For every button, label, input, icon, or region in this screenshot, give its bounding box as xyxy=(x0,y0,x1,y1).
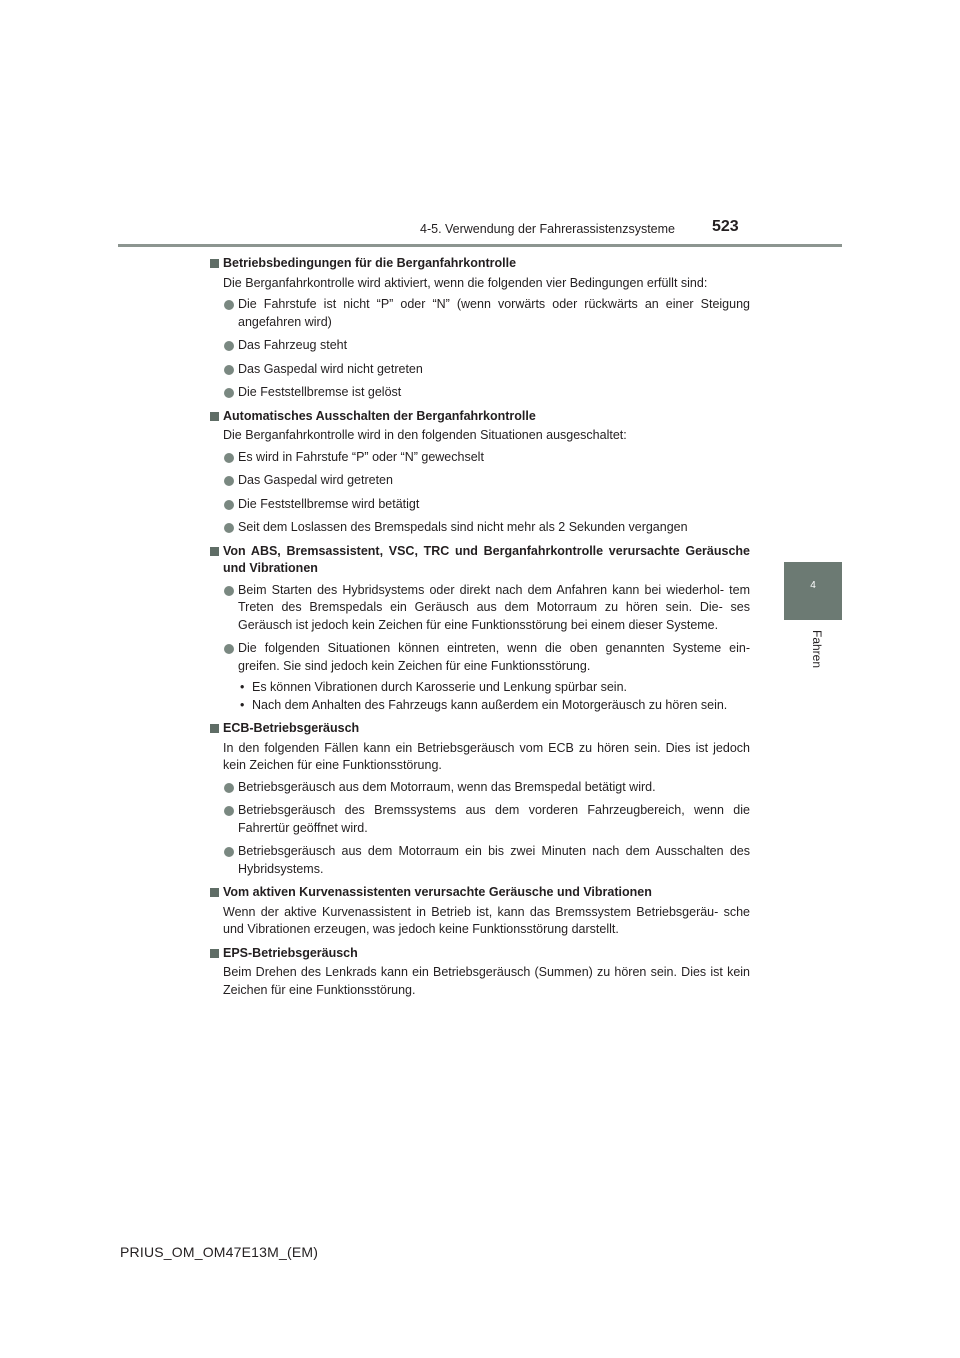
sub-list-item xyxy=(238,679,750,697)
list-item-text: Die Feststellbremse wird betätigt xyxy=(238,496,420,511)
list-item-text: Die folgenden Situationen können eintreten, wenn die oben genannten Systeme ein- greifen. Sie sind jedoch kein Zeichen für eine Funktionsstörung. xyxy=(238,641,750,673)
chapter-tab xyxy=(784,562,842,620)
list-item xyxy=(208,519,750,537)
list-item xyxy=(208,296,750,331)
list-item-text: Die Fahrstufe ist nicht “P” oder “N” (wenn vorwärts oder rückwärts an einer Steigung angefahren wird) xyxy=(238,297,750,329)
section-intro: Beim Drehen des Lenkrads kann ein Betriebsgeräusch (Summen) zu hören sein. Dies ist kein Zeichen für eine Funktionsstörung. xyxy=(223,965,750,997)
list-item xyxy=(208,802,750,837)
section-hill-start-auto-off xyxy=(208,408,750,537)
list-item-text: Das Fahrzeug steht xyxy=(238,338,348,352)
round-bullet-icon xyxy=(224,388,234,398)
list-item xyxy=(208,843,750,878)
list-item-text: Seit dem Loslassen des Bremspedals sind nicht mehr als 2 Sekunden vergangen xyxy=(238,520,688,534)
section-eps-noise xyxy=(208,945,750,1000)
square-bullet-icon xyxy=(210,888,219,897)
round-bullet-icon xyxy=(224,806,234,816)
round-bullet-icon xyxy=(224,586,234,596)
square-bullet-icon xyxy=(210,949,219,958)
section-intro: In den folgenden Fällen kann ein Betriebsgeräusch vom ECB zu hören sein. Dies ist jedoch kein Zeichen für eine Funktionsstörung. xyxy=(223,740,750,772)
list-item xyxy=(208,361,750,379)
sub-bullet-mark: • xyxy=(240,680,245,694)
list-item-text: Das Gaspedal wird nicht getreten xyxy=(238,361,423,376)
list-item xyxy=(208,582,750,635)
round-bullet-icon xyxy=(224,783,234,793)
sub-list-item xyxy=(238,697,750,715)
bullet-list xyxy=(208,296,750,402)
round-bullet-icon xyxy=(224,453,234,463)
section-heading xyxy=(208,945,750,963)
section-intro: Die Berganfahrkontrolle wird in den folgenden Situationen ausgeschaltet: xyxy=(223,428,627,442)
section-noise-vibration xyxy=(208,543,750,715)
bullet-list xyxy=(208,582,750,715)
section-heading-text: Automatisches Ausschalten der Berganfahrkontrolle xyxy=(223,408,536,423)
section-title: 4-5. Verwendung der Fahrerassistenzsysteme xyxy=(420,222,675,236)
section-heading-text: EPS-Betriebsgeräusch xyxy=(223,945,358,960)
section-heading-text: ECB-Betriebsgeräusch xyxy=(223,721,360,735)
header-rule xyxy=(118,244,842,247)
sub-bullet-mark: • xyxy=(240,697,245,712)
chapter-label: Fahren xyxy=(810,630,824,669)
list-item xyxy=(208,449,750,467)
round-bullet-icon xyxy=(224,644,234,654)
list-item-text: Beim Starten des Hybridsystems oder direkt nach dem Anfahren kann bei wiederhol- tem Treten des Bremspedals ein Geräusch aus dem Motorraum zu hören sein. Die- ses Geräusch ist jedoch kein Zeichen für eine Funktionsstörung bei einem dieser Systeme. xyxy=(238,582,750,632)
round-bullet-icon xyxy=(224,500,234,510)
list-item-text: Betriebsgeräusch des Bremssystems aus dem vorderen Fahrzeugbereich, wenn die Fahrertür geöffnet wird. xyxy=(238,803,750,835)
round-bullet-icon xyxy=(224,341,234,351)
section-ecb-noise xyxy=(208,720,750,878)
list-item xyxy=(208,496,750,514)
section-heading xyxy=(208,720,750,738)
section-heading xyxy=(208,408,750,426)
sub-list-item-text: Es können Vibrationen durch Karosserie und Lenkung spürbar sein. xyxy=(252,680,628,694)
bullet-list xyxy=(208,449,750,537)
sub-list-item-text: Nach dem Anhalten des Fahrzeugs kann außerdem ein Motorgeräusch zu hören sein. xyxy=(252,697,728,712)
list-item-text: Es wird in Fahrstufe “P” oder “N” gewechselt xyxy=(238,449,484,464)
page-content xyxy=(208,255,750,1005)
list-item xyxy=(208,472,750,490)
section-heading xyxy=(208,884,750,902)
section-hill-start-conditions xyxy=(208,255,750,402)
document-code: PRIUS_OM_OM47E13M_(EM) xyxy=(120,1244,319,1260)
sub-bullet-list xyxy=(238,679,750,714)
round-bullet-icon xyxy=(224,523,234,533)
section-heading xyxy=(208,543,750,578)
list-item-text: Betriebsgeräusch aus dem Motorraum ein bis zwei Minuten nach dem Ausschalten des Hybridsystems. xyxy=(238,844,750,876)
list-item xyxy=(208,337,750,355)
round-bullet-icon xyxy=(224,476,234,486)
list-item-text: Das Gaspedal wird getreten xyxy=(238,473,393,487)
section-heading-text: Von ABS, Bremsassistent, VSC, TRC und Berganfahrkontrolle verursachte Geräusche und Vibrationen xyxy=(223,543,750,575)
round-bullet-icon xyxy=(224,300,234,310)
square-bullet-icon xyxy=(210,724,219,733)
chapter-number: 4 xyxy=(810,580,816,591)
list-item xyxy=(208,779,750,797)
square-bullet-icon xyxy=(210,412,219,421)
list-item xyxy=(208,640,750,714)
list-item-text: Betriebsgeräusch aus dem Motorraum, wenn das Bremspedal betätigt wird. xyxy=(238,779,656,794)
section-heading-text: Vom aktiven Kurvenassistenten verursachte Geräusche und Vibrationen xyxy=(223,885,652,899)
page-number: 523 xyxy=(712,218,739,235)
section-intro: Wenn der aktive Kurvenassistent in Betrieb ist, kann das Bremssystem Betriebsgeräu- sche und Vibrationen erzeugen, was jedoch keine Funktionsstörung darstellt. xyxy=(223,904,750,936)
square-bullet-icon xyxy=(210,547,219,556)
section-intro: Die Berganfahrkontrolle wird aktiviert, wenn die folgenden vier Bedingungen erfüllt sind: xyxy=(223,275,708,290)
section-heading xyxy=(208,255,750,273)
bullet-list xyxy=(208,779,750,879)
list-item-text: Die Feststellbremse ist gelöst xyxy=(238,385,402,399)
section-heading-text: Betriebsbedingungen für die Berganfahrkontrolle xyxy=(223,256,517,270)
round-bullet-icon xyxy=(224,365,234,375)
square-bullet-icon xyxy=(210,259,219,268)
round-bullet-icon xyxy=(224,847,234,857)
list-item xyxy=(208,384,750,402)
section-cornering-assist-noise xyxy=(208,884,750,939)
